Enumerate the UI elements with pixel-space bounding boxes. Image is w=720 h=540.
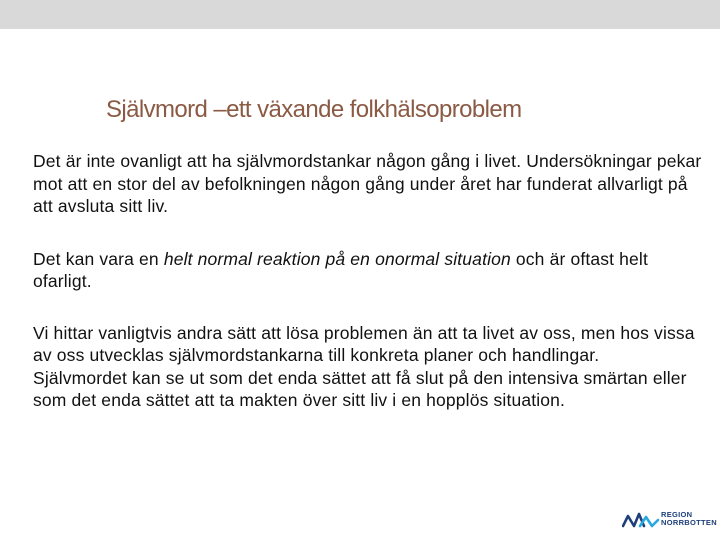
slide-title: Självmord –ett växande folkhälsoproblem	[106, 96, 522, 123]
logo-text	[661, 511, 717, 527]
paragraph-3: Vi hittar vanligtvis andra sätt att lösa problemen än att ta livet av oss, men hos vissa av oss utvecklas självmordstankarna till konkreta planer och handlingar.	[33, 322, 695, 365]
paragraph-2	[33, 248, 703, 293]
region-norrbotten-logo	[622, 508, 717, 532]
paragraph-1: Det är inte ovanligt att ha självmordstankar någon gång i livet. Undersökningar pekar mot att en stor del av befolkningen någon gång under året har funderat allvarligt på att avsluta sitt liv.	[33, 151, 702, 216]
top-bar	[0, 0, 720, 29]
slide-body	[33, 150, 703, 412]
region-norrbotten-logo-icon	[622, 508, 660, 532]
paragraph-2-end: och är oftast helt ofarligt.	[33, 248, 648, 291]
paragraph-4: Självmordet kan se ut som det enda sättet att få slut på den intensiva smärtan eller som det enda sättet att ta makten över sitt liv i en hopplös situation.	[33, 367, 687, 410]
logo-text-line-2: NORRBOTTEN	[661, 518, 717, 527]
logo-text-line-1: REGION	[661, 510, 693, 519]
paragraph-2-start: Det kan vara en	[33, 248, 164, 269]
paragraph-2-emphasis: helt normal reaktion på en onormal situation	[163, 248, 511, 269]
